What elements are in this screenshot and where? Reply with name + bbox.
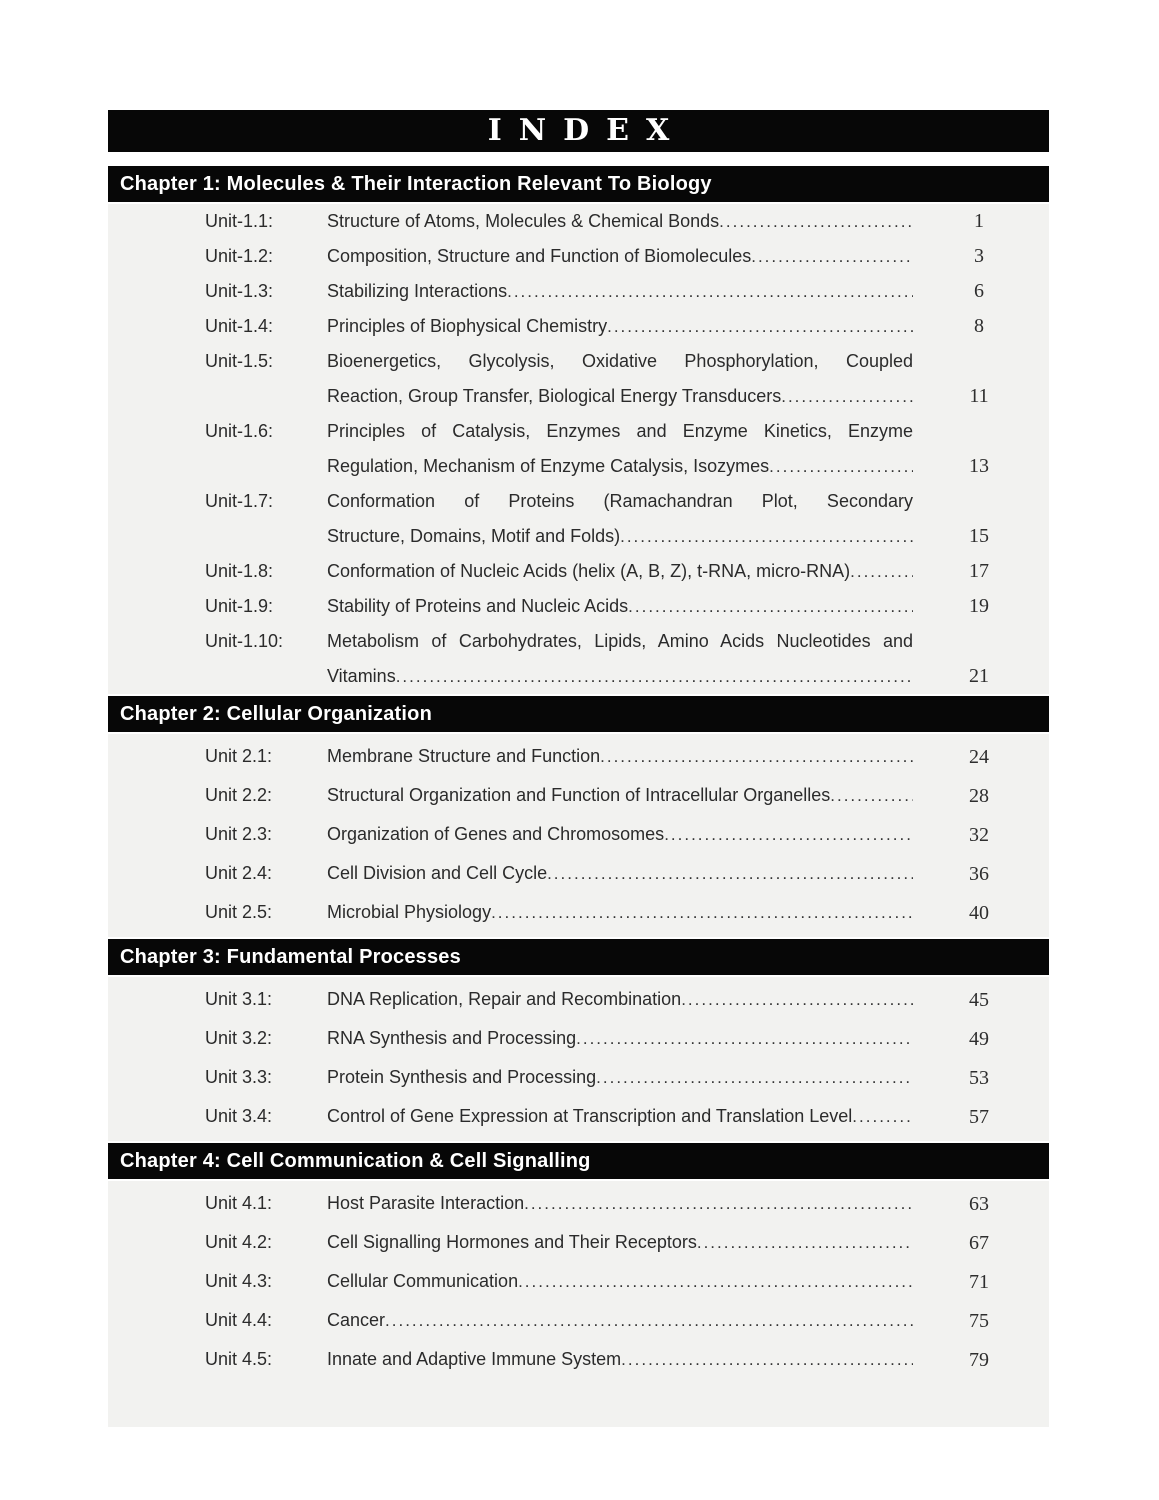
- title-text: Cancer: [327, 1310, 386, 1330]
- title-text: Control of Gene Expression at Transcription and Translation Level: [327, 1106, 853, 1126]
- title-text: Cell Signalling Hormones and Their Receptors: [327, 1232, 697, 1252]
- leader-dots: [396, 659, 913, 694]
- title-text: Regulation, Mechanism of Enzyme Catalysis, Isozymes: [327, 456, 770, 476]
- unit-label: Unit-1.2:: [205, 246, 274, 266]
- leader-dots: [681, 980, 913, 1019]
- unit-title: [327, 1223, 939, 1262]
- title-text: Cell Division and Cell Cycle: [327, 863, 548, 883]
- page-number: 67: [969, 1232, 989, 1254]
- unit-label: Unit 4.3:: [205, 1271, 273, 1291]
- title-line: [327, 239, 913, 274]
- unit-label: Unit 4.1:: [205, 1193, 273, 1213]
- row-indent: [108, 414, 205, 415]
- title-line: Metabolism of Carbohydrates, Lipids, Amino Acids Nucleotides and: [327, 631, 913, 651]
- unit-label: Unit 3.2:: [205, 1028, 273, 1048]
- toc-row: [108, 554, 1019, 589]
- page-number: 32: [969, 824, 989, 846]
- leader-dots: [621, 1340, 913, 1379]
- title-line: [327, 1097, 913, 1136]
- leader-dots: [781, 379, 913, 414]
- unit-title: [327, 1184, 939, 1223]
- unit-title: [327, 776, 939, 815]
- unit-title: [327, 1097, 939, 1136]
- leader-dots: [628, 589, 913, 624]
- leader-dots: [852, 1097, 913, 1136]
- title-line: [327, 554, 913, 589]
- page-number: 3: [974, 245, 984, 267]
- row-indent: [108, 1058, 205, 1059]
- unit-title: [327, 1340, 939, 1379]
- unit-label: Unit-1.8:: [205, 561, 274, 581]
- unit-label: Unit-1.5:: [205, 351, 274, 371]
- title-line: [327, 815, 913, 854]
- title-text: Host Parasite Interaction: [327, 1193, 525, 1213]
- title-line: [327, 519, 913, 554]
- row-indent: [108, 624, 205, 625]
- page-number: 1: [974, 210, 984, 232]
- unit-title: [327, 980, 939, 1019]
- page-number: 19: [969, 595, 989, 617]
- title-text: RNA Synthesis and Processing: [327, 1028, 577, 1048]
- chapter-heading: Chapter 4: Cell Communication & Cell Signalling: [108, 1143, 1049, 1179]
- unit-label: Unit 2.3:: [205, 824, 273, 844]
- row-indent: [108, 484, 205, 485]
- chapter-heading: Chapter 1: Molecules & Their Interaction Relevant To Biology: [108, 166, 1049, 202]
- title-line: [327, 1262, 913, 1301]
- toc-row: [108, 204, 1019, 239]
- row-indent: [108, 554, 205, 555]
- row-indent: [108, 854, 205, 855]
- page-number: 28: [969, 785, 989, 807]
- unit-title: [327, 239, 939, 274]
- unit-title: [327, 815, 939, 854]
- leader-dots: [385, 1301, 913, 1340]
- toc-row: [108, 1184, 1019, 1223]
- row-indent: [108, 776, 205, 777]
- row-indent: [108, 309, 205, 310]
- toc-row: [108, 1301, 1019, 1340]
- page-number: 8: [974, 315, 984, 337]
- chapter-heading: Chapter 3: Fundamental Processes: [108, 939, 1049, 975]
- unit-label: Unit 2.5:: [205, 902, 273, 922]
- title-line: [327, 1184, 913, 1223]
- title-text: Membrane Structure and Function: [327, 746, 601, 766]
- row-indent: [108, 980, 205, 981]
- title-text: Structure, Domains, Motif and Folds): [327, 526, 621, 546]
- unit-title: [327, 624, 939, 694]
- chapter-section: [108, 696, 1049, 937]
- chapter-rows: [108, 1181, 1049, 1427]
- page-number: 15: [969, 525, 989, 547]
- toc-body: [108, 166, 1049, 1427]
- title-line: Principles of Catalysis, Enzymes and Enzyme Kinetics, Enzyme: [327, 421, 913, 441]
- title-text: Innate and Adaptive Immune System: [327, 1349, 622, 1369]
- row-indent: [108, 815, 205, 816]
- unit-title: [327, 893, 939, 932]
- unit-title: [327, 1262, 939, 1301]
- title-line: [327, 659, 913, 694]
- page-number: 79: [969, 1349, 989, 1371]
- row-indent: [108, 1262, 205, 1263]
- title-text: Stability of Proteins and Nucleic Acids: [327, 596, 629, 616]
- title-text: Principles of Biophysical Chemistry: [327, 316, 608, 336]
- unit-label: Unit 2.4:: [205, 863, 273, 883]
- row-indent: [108, 893, 205, 894]
- title-line: [327, 449, 913, 484]
- row-indent: [108, 1184, 205, 1185]
- page-number: 49: [969, 1028, 989, 1050]
- row-indent: [108, 1097, 205, 1098]
- title-line: [327, 309, 913, 344]
- toc-row: [108, 815, 1019, 854]
- page-number: 45: [969, 989, 989, 1011]
- leader-dots: [751, 239, 913, 274]
- title-line: [327, 1301, 913, 1340]
- page-number: 13: [969, 455, 989, 477]
- title-line: [327, 737, 913, 776]
- page-number: 17: [969, 560, 989, 582]
- row-indent: [108, 737, 205, 738]
- unit-label: Unit-1.1:: [205, 211, 274, 231]
- page-number: 63: [969, 1193, 989, 1215]
- unit-title: [327, 589, 939, 624]
- toc-row: [108, 484, 1019, 554]
- toc-row: [108, 1097, 1019, 1136]
- title-line: [327, 589, 913, 624]
- leader-dots: [507, 274, 913, 309]
- unit-title: [327, 414, 939, 484]
- unit-label: Unit 4.2:: [205, 1232, 273, 1252]
- toc-row: [108, 589, 1019, 624]
- unit-label: Unit-1.4:: [205, 316, 274, 336]
- leader-dots: [576, 1019, 913, 1058]
- title-text: DNA Replication, Repair and Recombination: [327, 989, 682, 1009]
- unit-title: [327, 274, 939, 309]
- unit-title: [327, 484, 939, 554]
- title-line: Conformation of Proteins (Ramachandran Plot, Secondary: [327, 491, 913, 511]
- row-indent: [108, 1223, 205, 1224]
- title-text: Stabilizing Interactions: [327, 281, 508, 301]
- toc-row: [108, 239, 1019, 274]
- leader-dots: [830, 776, 913, 815]
- toc-row: [108, 414, 1019, 484]
- unit-label: Unit 3.1:: [205, 989, 273, 1009]
- unit-label: Unit-1.6:: [205, 421, 274, 441]
- page-number: 6: [974, 280, 984, 302]
- toc-row: [108, 1058, 1019, 1097]
- unit-title: [327, 554, 939, 589]
- unit-label: Unit 4.4:: [205, 1310, 273, 1330]
- row-indent: [108, 1340, 205, 1341]
- title-line: [327, 274, 913, 309]
- row-indent: [108, 344, 205, 345]
- toc-row: [108, 274, 1019, 309]
- toc-row: [108, 980, 1019, 1019]
- toc-row: [108, 1340, 1019, 1379]
- title-text: Cellular Communication: [327, 1271, 519, 1291]
- title-line: [327, 776, 913, 815]
- title-line: [327, 980, 913, 1019]
- toc-row: [108, 893, 1019, 932]
- unit-title: [327, 344, 939, 414]
- unit-title: [327, 1301, 939, 1340]
- unit-title: [327, 854, 939, 893]
- toc-row: [108, 776, 1019, 815]
- title-line: [327, 204, 913, 239]
- title-text: Conformation of Nucleic Acids (helix (A, B, Z), t-RNA, micro-RNA): [327, 561, 851, 581]
- leader-dots: [697, 1223, 913, 1262]
- row-indent: [108, 239, 205, 240]
- toc-row: [108, 624, 1019, 694]
- title-text: Microbial Physiology: [327, 902, 492, 922]
- unit-label: Unit-1.3:: [205, 281, 274, 301]
- title-line: [327, 1340, 913, 1379]
- title-line: [327, 1223, 913, 1262]
- leader-dots: [600, 737, 913, 776]
- title-text: Organization of Genes and Chromosomes: [327, 824, 665, 844]
- unit-label: Unit-1.9:: [205, 596, 274, 616]
- page-number: 75: [969, 1310, 989, 1332]
- leader-dots: [547, 854, 913, 893]
- page-number: 53: [969, 1067, 989, 1089]
- title-line: [327, 854, 913, 893]
- chapter-rows: [108, 734, 1049, 937]
- unit-label: Unit 3.3:: [205, 1067, 273, 1087]
- page-number: 57: [969, 1106, 989, 1128]
- unit-title: [327, 1058, 939, 1097]
- leader-dots: [620, 519, 913, 554]
- leader-dots: [607, 309, 913, 344]
- leader-dots: [769, 449, 913, 484]
- row-indent: [108, 589, 205, 590]
- page-number: 71: [969, 1271, 989, 1293]
- toc-row: [108, 1223, 1019, 1262]
- toc-row: [108, 737, 1019, 776]
- unit-title: [327, 1019, 939, 1058]
- index-title-banner: [108, 110, 1049, 152]
- leader-dots: [664, 815, 913, 854]
- title-line: [327, 893, 913, 932]
- chapter-section: [108, 939, 1049, 1141]
- row-indent: [108, 1019, 205, 1020]
- unit-label: Unit 3.4:: [205, 1106, 273, 1126]
- leader-dots: [850, 554, 913, 589]
- toc-row: [108, 344, 1019, 414]
- unit-label: Unit-1.7:: [205, 491, 274, 511]
- unit-label: Unit-1.10:: [205, 631, 284, 651]
- leader-dots: [719, 204, 913, 239]
- unit-title: [327, 309, 939, 344]
- page-title: INDEX: [487, 113, 687, 148]
- page-number: 11: [969, 385, 989, 407]
- page-number: 21: [969, 665, 989, 687]
- leader-dots: [524, 1184, 913, 1223]
- chapter-section: [108, 166, 1049, 694]
- title-line: Bioenergetics, Glycolysis, Oxidative Phosphorylation, Coupled: [327, 351, 913, 371]
- unit-label: Unit 2.2:: [205, 785, 273, 805]
- title-text: Vitamins: [327, 666, 396, 686]
- page-number: 24: [969, 746, 989, 768]
- page-number: 40: [969, 902, 989, 924]
- chapter-heading: Chapter 2: Cellular Organization: [108, 696, 1049, 732]
- title-text: Structural Organization and Function of Intracellular Organelles: [327, 785, 831, 805]
- chapter-section: [108, 1143, 1049, 1427]
- title-text: Structure of Atoms, Molecules & Chemical Bonds: [327, 211, 720, 231]
- unit-label: Unit 4.5:: [205, 1349, 273, 1369]
- title-text: Reaction, Group Transfer, Biological Energy Transducers: [327, 386, 782, 406]
- leader-dots: [596, 1058, 913, 1097]
- chapter-rows: [108, 204, 1049, 694]
- row-indent: [108, 274, 205, 275]
- unit-label: Unit 2.1:: [205, 746, 273, 766]
- title-line: [327, 1019, 913, 1058]
- leader-dots: [491, 893, 913, 932]
- unit-title: [327, 204, 939, 239]
- page-number: 36: [969, 863, 989, 885]
- title-line: [327, 1058, 913, 1097]
- toc-row: [108, 854, 1019, 893]
- title-text: Composition, Structure and Function of Biomolecules: [327, 246, 752, 266]
- chapter-rows: [108, 977, 1049, 1141]
- toc-content: [108, 110, 1049, 1427]
- row-indent: [108, 204, 205, 205]
- toc-row: [108, 309, 1019, 344]
- row-indent: [108, 1301, 205, 1302]
- unit-title: [327, 737, 939, 776]
- leader-dots: [518, 1262, 913, 1301]
- title-line: [327, 379, 913, 414]
- toc-row: [108, 1019, 1019, 1058]
- title-text: Protein Synthesis and Processing: [327, 1067, 597, 1087]
- toc-row: [108, 1262, 1019, 1301]
